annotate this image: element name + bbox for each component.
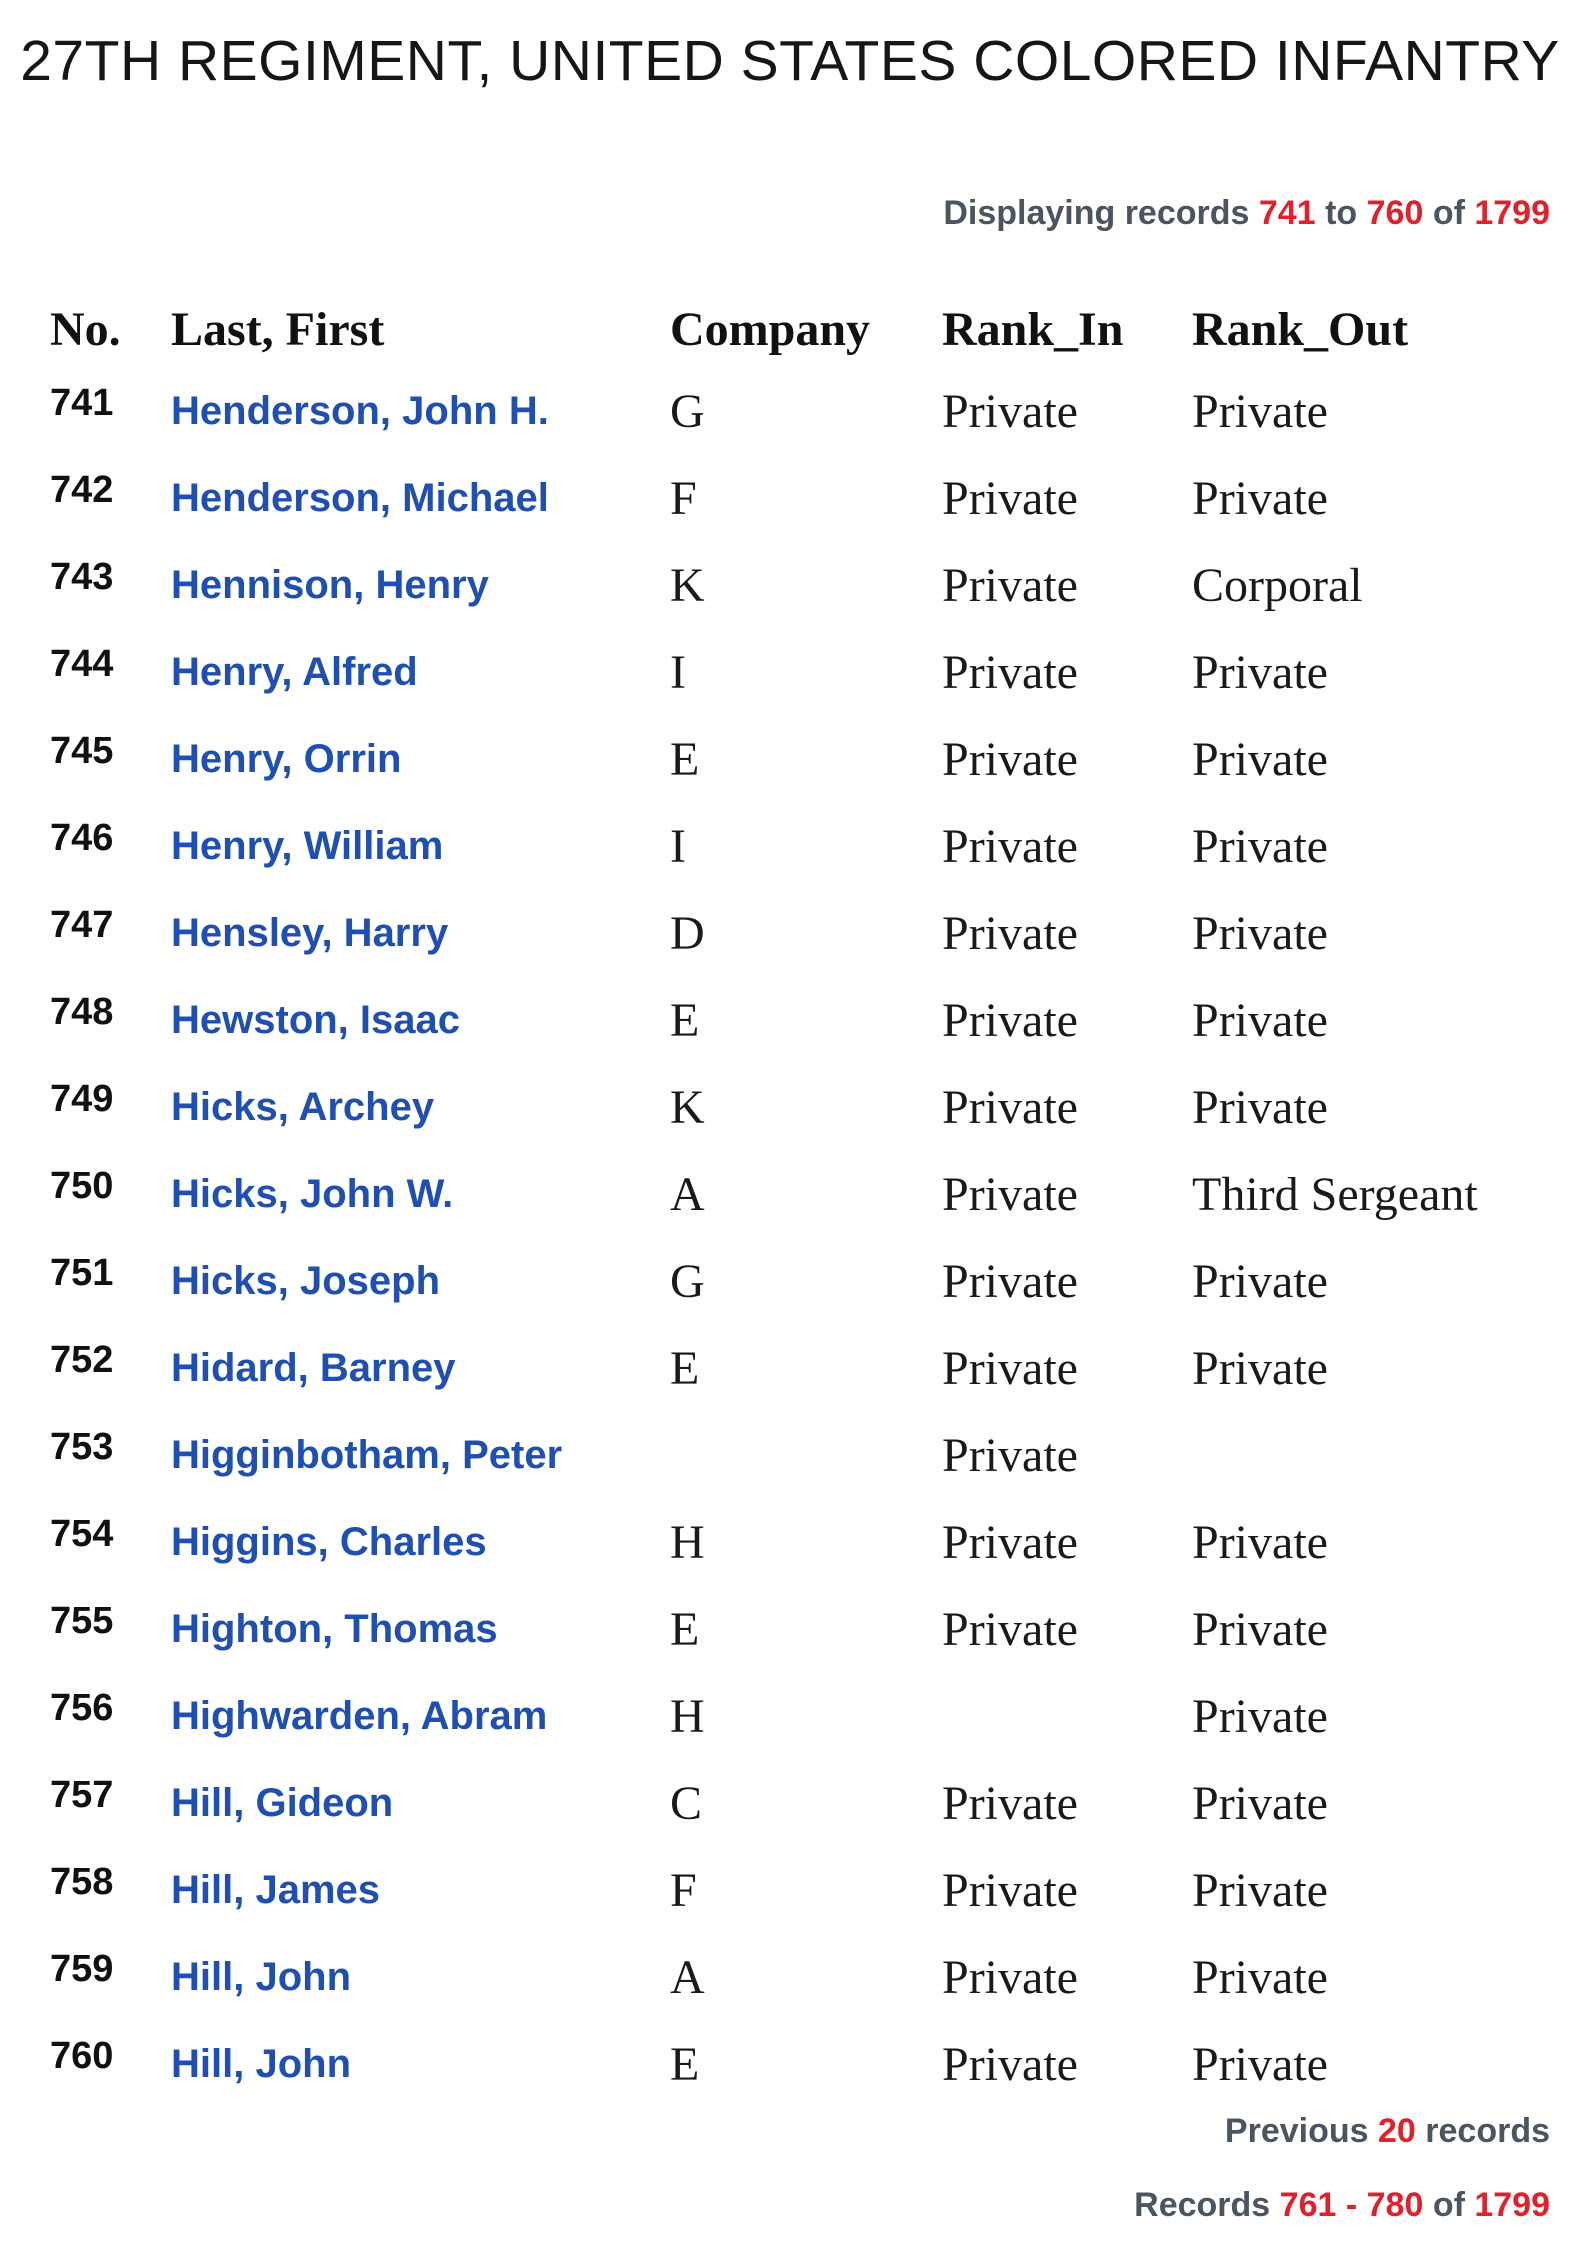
table-row	[50, 1934, 1532, 2021]
records-range-from: 741	[1258, 194, 1316, 232]
soldier-name-link[interactable]: Hidard, Barney	[171, 1346, 456, 1390]
table-row	[50, 1499, 1532, 1586]
rank-out-cell: Private	[1192, 1342, 1328, 1395]
table-row	[50, 1238, 1532, 1325]
record-number: 744	[50, 643, 114, 685]
rank-in-cell: Private	[942, 2038, 1078, 2091]
company-cell: A	[670, 1168, 705, 1221]
record-number: 747	[50, 904, 114, 946]
page-title: 27TH REGIMENT, UNITED STATES COLORED INFANTRY	[20, 29, 1560, 93]
soldier-name-link[interactable]: Henry, Orrin	[171, 737, 402, 781]
table-row	[50, 1151, 1532, 1238]
company-cell: K	[670, 559, 705, 612]
table-row	[50, 542, 1532, 629]
soldier-name-link[interactable]: Hill, John	[171, 1955, 351, 1999]
table-row	[50, 2021, 1532, 2108]
rank-in-cell: Private	[942, 907, 1078, 960]
record-number: 755	[50, 1600, 114, 1642]
rank-in-cell: Private	[942, 1429, 1078, 1482]
record-number: 741	[50, 382, 114, 424]
soldier-name-link[interactable]: Hicks, Archey	[171, 1085, 435, 1129]
soldier-name-link[interactable]: Hill, James	[171, 1868, 381, 1912]
next-total: 1799	[1474, 2186, 1550, 2224]
rank-out-cell: Corporal	[1192, 559, 1363, 612]
table-row	[50, 368, 1532, 455]
rank-out-cell: Private	[1192, 1081, 1328, 1134]
rank-out-cell: Private	[1192, 2038, 1328, 2091]
record-number: 743	[50, 556, 114, 598]
table-row	[50, 1586, 1532, 1673]
rank-out-cell: Private	[1192, 472, 1328, 525]
next-records-link[interactable]	[1134, 2186, 1550, 2225]
company-cell: E	[670, 994, 700, 1047]
rank-in-cell: Private	[942, 1342, 1078, 1395]
record-number: 742	[50, 469, 114, 511]
rank-in-cell: Private	[942, 1951, 1078, 2004]
table-row	[50, 455, 1532, 542]
company-cell: E	[670, 733, 700, 786]
company-cell: D	[670, 907, 705, 960]
record-number: 760	[50, 2035, 114, 2077]
rank-in-cell: Private	[942, 1777, 1078, 1830]
table-row	[50, 1760, 1532, 1847]
rank-out-cell: Private	[1192, 1603, 1328, 1656]
table-row	[50, 716, 1532, 803]
column-header-rank-in: Rank_In	[942, 302, 1124, 356]
table-row	[50, 1064, 1532, 1151]
records-body	[50, 368, 1532, 2108]
soldier-name-link[interactable]: Hill, John	[171, 2042, 351, 2086]
table-row	[50, 977, 1532, 1064]
record-number: 753	[50, 1426, 114, 1468]
soldier-name-link[interactable]: Highwarden, Abram	[171, 1694, 548, 1738]
rank-in-cell: Private	[942, 1255, 1078, 1308]
rank-in-cell: Private	[942, 1081, 1078, 1134]
company-cell: A	[670, 1951, 705, 2004]
soldier-name-link[interactable]: Henderson, Michael	[171, 476, 549, 520]
next-dash: -	[1345, 2186, 1358, 2224]
record-number: 758	[50, 1861, 114, 1903]
records-range-prefix: Displaying records	[943, 194, 1250, 232]
previous-records-link[interactable]	[1225, 2112, 1550, 2151]
rank-out-cell: Private	[1192, 385, 1328, 438]
company-cell: E	[670, 2038, 700, 2091]
soldier-name-link[interactable]: Henry, William	[171, 824, 444, 868]
company-cell: E	[670, 1342, 700, 1395]
records-range-info	[943, 194, 1550, 233]
rank-out-cell: Private	[1192, 820, 1328, 873]
column-header-no: No.	[50, 302, 121, 356]
soldier-name-link[interactable]: Hill, Gideon	[171, 1781, 394, 1825]
soldier-name-link[interactable]: Highton, Thomas	[171, 1607, 498, 1651]
soldier-name-link[interactable]: Henderson, John H.	[171, 389, 549, 433]
rank-out-cell: Private	[1192, 1951, 1328, 2004]
table-row	[50, 890, 1532, 977]
company-cell: F	[670, 1864, 697, 1917]
table-row	[50, 1673, 1532, 1760]
record-number: 756	[50, 1687, 114, 1729]
table-row	[50, 1325, 1532, 1412]
record-number: 746	[50, 817, 114, 859]
soldier-name-link[interactable]: Hicks, John W.	[171, 1172, 454, 1216]
company-cell: F	[670, 472, 697, 525]
next-from: 761	[1279, 2186, 1337, 2224]
company-cell: G	[670, 385, 705, 438]
table-row	[50, 629, 1532, 716]
company-cell: H	[670, 1690, 705, 1743]
company-cell: H	[670, 1516, 705, 1569]
table-row	[50, 803, 1532, 890]
company-cell: I	[670, 820, 686, 873]
record-number: 754	[50, 1513, 114, 1555]
rank-out-cell: Private	[1192, 994, 1328, 1047]
column-header-name: Last, First	[171, 302, 385, 356]
rank-in-cell: Private	[942, 646, 1078, 699]
soldier-name-link[interactable]: Hewston, Isaac	[171, 998, 461, 1042]
records-range-to: 760	[1366, 194, 1424, 232]
rank-in-cell: Private	[942, 1168, 1078, 1221]
soldier-name-link[interactable]: Henry, Alfred	[171, 650, 418, 694]
rank-in-cell: Private	[942, 1603, 1078, 1656]
rank-out-cell	[1192, 1412, 1532, 1499]
company-cell: K	[670, 1081, 705, 1134]
previous-prefix: Previous	[1224, 2112, 1369, 2150]
rank-in-cell: Private	[942, 385, 1078, 438]
rank-in-cell	[942, 1673, 1192, 1760]
rank-out-cell: Private	[1192, 1516, 1328, 1569]
rank-in-cell: Private	[942, 1864, 1078, 1917]
record-number: 748	[50, 991, 114, 1033]
table-header-row	[50, 290, 1532, 368]
soldier-name-link[interactable]: Higgins, Charles	[171, 1520, 487, 1564]
records-table	[50, 290, 1532, 2108]
next-of-word: of	[1432, 2186, 1465, 2224]
records-range-of-word: of	[1432, 194, 1465, 232]
soldier-name-link[interactable]: Higginbotham, Peter	[171, 1433, 563, 1477]
company-cell: C	[670, 1777, 703, 1830]
previous-count: 20	[1377, 2112, 1416, 2150]
records-total: 1799	[1474, 194, 1550, 232]
soldier-name-link[interactable]: Hicks, Joseph	[171, 1259, 441, 1303]
rank-in-cell: Private	[942, 559, 1078, 612]
company-cell	[670, 1412, 942, 1499]
record-number: 751	[50, 1252, 114, 1294]
record-number: 757	[50, 1774, 114, 1816]
record-number: 749	[50, 1078, 114, 1120]
column-header-company: Company	[670, 302, 871, 356]
table-row	[50, 1847, 1532, 1934]
next-to: 780	[1366, 2186, 1424, 2224]
rank-out-cell: Private	[1192, 646, 1328, 699]
column-header-rank-out: Rank_Out	[1192, 302, 1409, 356]
record-number: 750	[50, 1165, 114, 1207]
records-range-to-word: to	[1325, 194, 1358, 232]
company-cell: E	[670, 1603, 700, 1656]
rank-in-cell: Private	[942, 733, 1078, 786]
rank-out-cell: Private	[1192, 733, 1328, 786]
record-number: 759	[50, 1948, 114, 1990]
rank-in-cell: Private	[942, 994, 1078, 1047]
rank-out-cell: Private	[1192, 1690, 1328, 1743]
rank-out-cell: Private	[1192, 1255, 1328, 1308]
company-cell: G	[670, 1255, 705, 1308]
rank-in-cell: Private	[942, 820, 1078, 873]
rank-in-cell: Private	[942, 472, 1078, 525]
record-number: 752	[50, 1339, 114, 1381]
rank-out-cell: Private	[1192, 1864, 1328, 1917]
table-row	[50, 1412, 1532, 1499]
rank-out-cell: Private	[1192, 907, 1328, 960]
record-number: 745	[50, 730, 114, 772]
company-cell: I	[670, 646, 686, 699]
rank-out-cell: Private	[1192, 1777, 1328, 1830]
soldier-name-link[interactable]: Hennison, Henry	[171, 563, 489, 607]
next-prefix: Records	[1134, 2186, 1271, 2224]
rank-out-cell: Third Sergeant	[1192, 1168, 1478, 1221]
soldier-name-link[interactable]: Hensley, Harry	[171, 911, 449, 955]
rank-in-cell: Private	[942, 1516, 1078, 1569]
previous-suffix: records	[1425, 2112, 1550, 2150]
